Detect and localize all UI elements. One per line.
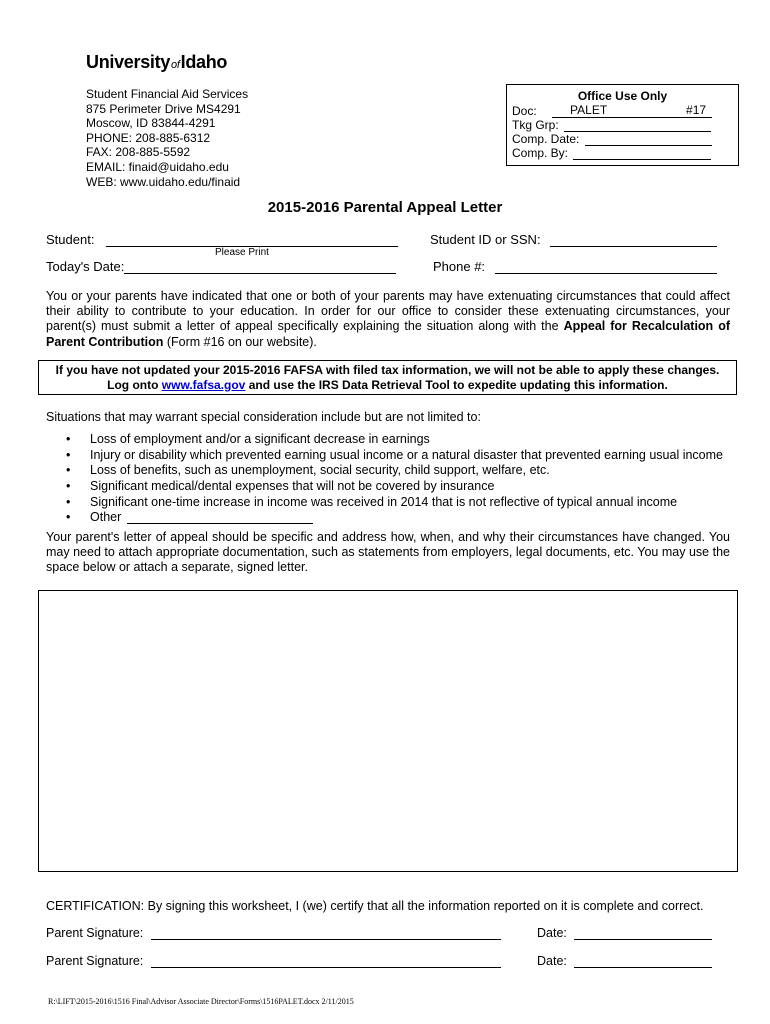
- doc-label: Doc:: [512, 104, 537, 118]
- notice-line-1: If you have not updated your 2015-2016 FAFSA with filed tax information, we will not be able to apply these changes.: [55, 363, 720, 377]
- parent-signature-field[interactable]: [151, 954, 501, 968]
- phone-field[interactable]: [495, 260, 717, 274]
- list-item: [66, 463, 550, 477]
- bullet-icon: •: [66, 448, 71, 462]
- logo-of: of: [171, 59, 180, 71]
- signature-row-2: [46, 954, 501, 968]
- situations-intro: Situations that may warrant special consideration include but are not limited to:: [46, 410, 481, 424]
- tkg-field[interactable]: [564, 117, 711, 132]
- bullet-icon: •: [66, 510, 71, 524]
- student-label: Student:: [46, 232, 95, 247]
- comp-date-field[interactable]: [585, 131, 712, 146]
- situation-text: Injury or disability which prevented earning usual income or a natural disaster that prevented earning usual income: [90, 448, 723, 462]
- doc-number: #17: [686, 103, 707, 117]
- fafsa-notice-box: [38, 360, 737, 395]
- fafsa-link[interactable]: www.fafsa.gov: [161, 378, 246, 392]
- address-line: PHONE: 208-885-6312: [86, 130, 211, 145]
- phone-row: [433, 259, 717, 274]
- signature-date-field[interactable]: [574, 954, 712, 968]
- student-id-label: Student ID or SSN:: [430, 232, 541, 247]
- notice-pre: Log onto: [107, 378, 162, 392]
- comp-by-row: [512, 145, 711, 160]
- comp-by-field[interactable]: [573, 145, 711, 160]
- todays-date-row: [46, 259, 396, 274]
- student-name-field[interactable]: [106, 233, 398, 247]
- situation-text: Significant medical/dental expenses that will not be covered by insurance: [90, 479, 495, 493]
- other-situation-field[interactable]: [127, 510, 313, 524]
- logo-idaho: Idaho: [180, 52, 228, 72]
- comp-by-label: Comp. By:: [512, 146, 569, 160]
- tkg-label: Tkg Grp:: [512, 118, 559, 132]
- bullet-icon: •: [66, 479, 71, 493]
- file-path-footer: R:\LIFT\2015-2016\1516 Final\Advisor Associate Director\Forms\1516PALET.docx 2/11/2015: [48, 997, 354, 1006]
- doc-field[interactable]: [552, 103, 712, 118]
- situation-text: Other: [90, 510, 122, 524]
- address-line: 875 Perimeter Drive MS4291: [86, 101, 241, 116]
- appeal-letter-textarea[interactable]: [38, 590, 738, 872]
- situation-text: Loss of employment and/or a significant decrease in earnings: [90, 432, 430, 446]
- notice-post: and use the IRS Data Retrieval Tool to expedite updating this information.: [245, 378, 668, 392]
- list-item: [66, 432, 430, 446]
- university-logo: [86, 52, 227, 73]
- student-id-row: [430, 232, 717, 247]
- appeal-form-name: Appeal for Recalculation of Parent Contribution: [46, 319, 730, 349]
- student-id-field[interactable]: [550, 233, 717, 247]
- logo-university: University: [86, 52, 171, 72]
- todays-date-field[interactable]: [124, 260, 396, 274]
- notice-line-2: [39, 378, 736, 393]
- form-title: 2015-2016 Parental Appeal Letter: [267, 199, 503, 216]
- address-line: Student Financial Aid Services: [86, 87, 249, 101]
- bullet-icon: •: [66, 432, 71, 446]
- student-row: [46, 232, 398, 247]
- phone-label: Phone #:: [433, 259, 486, 274]
- list-item: [66, 479, 494, 493]
- situation-text: Loss of benefits, such as unemployment, social security, child support, welfare, etc.: [90, 463, 550, 477]
- bullet-icon: •: [66, 495, 71, 509]
- office-use-title: Office Use Only: [577, 89, 668, 103]
- please-print-hint: Please Print: [215, 247, 269, 258]
- situation-text: Significant one-time increase in income was received in 2014 that is not reflective of typical annual income: [90, 495, 678, 509]
- address-line: Moscow, ID 83844-4291: [86, 116, 216, 131]
- signature-date-field[interactable]: [574, 926, 712, 940]
- list-item: [66, 495, 677, 509]
- address-line: WEB: www.uidaho.edu/finaid: [86, 174, 241, 189]
- office-use-box: [506, 84, 739, 166]
- signature-label: Parent Signature:: [46, 954, 144, 968]
- bullet-icon: •: [66, 463, 71, 477]
- intro-tail: (Form #16 on our website).: [163, 334, 317, 349]
- date-label: Date:: [537, 926, 567, 940]
- address-line: FAX: 208-885-5592: [86, 145, 191, 160]
- list-item: [66, 510, 313, 524]
- certification-text: CERTIFICATION: By signing this worksheet, I (we) certify that all the information reported on it is complete and correct.: [46, 899, 704, 913]
- intro-text: You or your parents have indicated that one or both of your parents may have extenuating circumstances that could affect their ability to contribute to your education. In order for our office to consider these extenuating circumstances, your parent(s) must submit a letter of appeal specifically explaining the situation along with the: [46, 289, 730, 334]
- todays-date-label: Today's Date:: [46, 259, 125, 274]
- office-address: [86, 87, 248, 189]
- date-row-2: [537, 954, 712, 968]
- list-item: [66, 448, 723, 462]
- comp-date-label: Comp. Date:: [512, 132, 580, 146]
- doc-row: [512, 103, 712, 118]
- date-row-1: [537, 926, 712, 940]
- signature-label: Parent Signature:: [46, 926, 144, 940]
- address-line: EMAIL: finaid@uidaho.edu: [86, 159, 229, 174]
- signature-row-1: [46, 926, 501, 940]
- parent-signature-field[interactable]: [151, 926, 501, 940]
- letter-instructions: Your parent's letter of appeal should be specific and address how, when, and why their circumstances have changed. You may need to attach appropriate documentation, such as statements from employers, legal documents, etc. You may use the space below or attach a separate, signed letter.: [46, 530, 730, 575]
- tkg-row: [512, 117, 711, 132]
- doc-value: PALET: [570, 103, 608, 117]
- intro-paragraph: [46, 289, 730, 350]
- date-label: Date:: [537, 954, 567, 968]
- comp-date-row: [512, 131, 712, 146]
